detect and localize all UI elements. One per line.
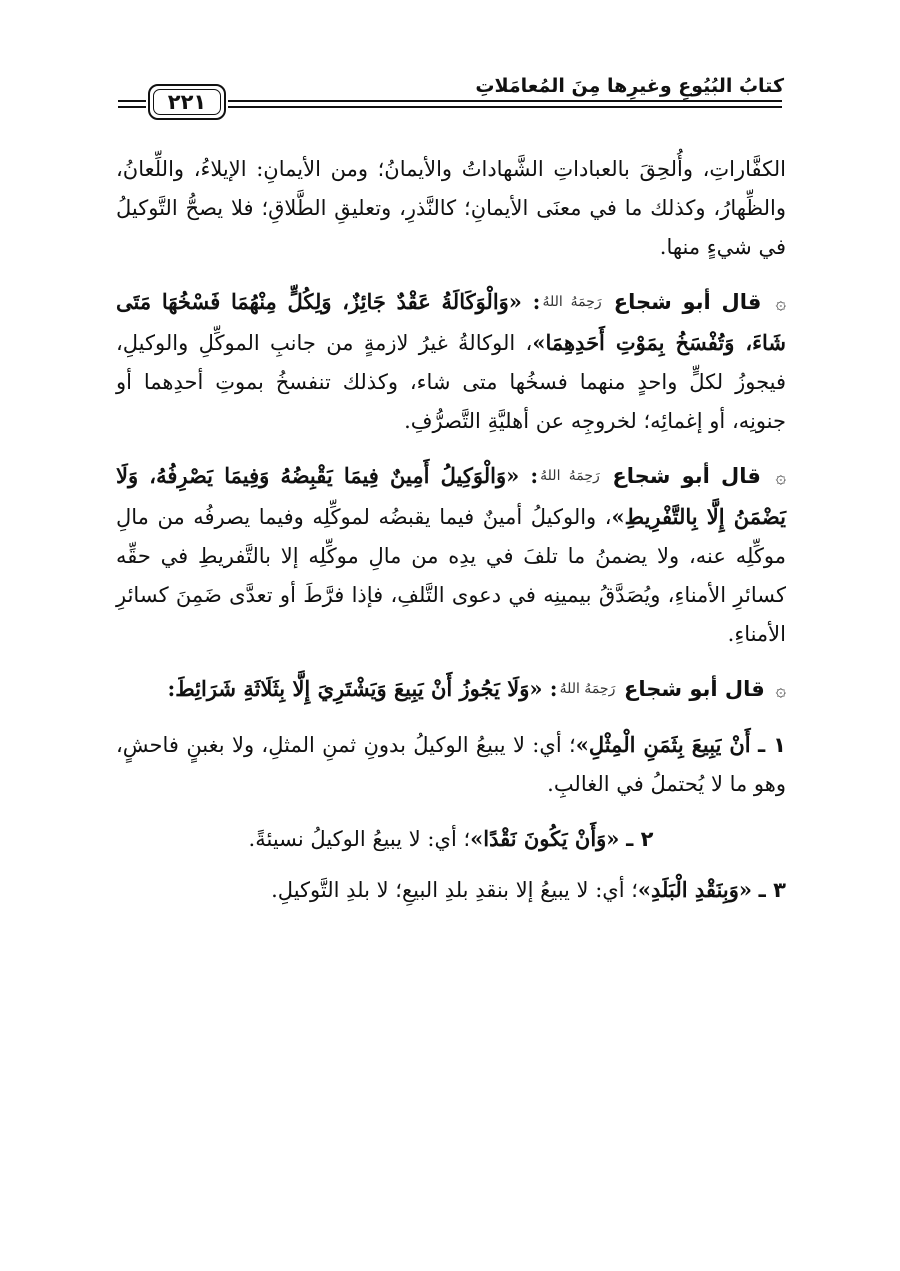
commentary-text: ؛ أي: لا يبيعُ إلا بنقدِ بلدِ البيعِ؛ لا بلدِ التَّوكيلِ. [271,878,638,902]
matn-quote: «وَأَنْ يَكُونَ نَقْدًا» [470,826,620,851]
header-rule-top [228,100,782,102]
page-number-text: ٢٢١ [167,90,207,114]
ornament-icon: ۞ [775,467,786,488]
speaker-name: قال أبو شجاع [613,290,762,314]
honorific: رَحِمَهُ اللهُ [559,681,616,697]
ornament-icon: ۞ [775,680,786,701]
paragraph-4 [116,669,786,710]
paragraph-text: الكفَّاراتِ، وأُلحِقَ بالعباداتِ الشَّهاداتُ والأيمانُ؛ ومن الأيمانِ: الإيلاءُ، واللِّعانُ، والظِّهارُ، وكذلك ما في معنَى الأيمانِ؛ كالنَّذرِ، وتعليقِ الطَّلاقِ؛ فلا يصحُّ التَّوكيلُ في شيءٍ منها. [116,157,786,259]
paragraph-2 [116,282,786,441]
matn-quote: : «وَالْوَكَالَةُ عَقْدٌ جَائِزٌ، وَلِكُلٍّ مِنْهُمَا فَسْخُهَا مَتَى شَاءَ، وَتُفْسَخُ بِمَوْتِ أَحَدِهِمَا» [116,289,786,355]
matn-quote: : «وَالْوَكِيلُ أَمِينٌ فِيمَا يَقْبِضُهُ وَفِيمَا يَصْرِفُهُ، وَلَا يَضْمَنُ إِلَّا بِالتَّفْرِيطِ» [116,463,786,529]
matn-quote: أَنْ يَبِيعَ بِثَمَنِ الْمِثْلِ» [575,732,751,757]
paragraph-1 [116,150,786,267]
condition-2 [116,819,786,859]
header-rule-left-top [118,100,146,102]
condition-number: ٣ ـ [758,878,786,902]
commentary-text: ، والوكيلُ أمينٌ فيما يقبضُه لموكِّلِه وفيما يصرفُه من مالِ موكِّلِه عنه، ولا يضمنُ ما تلفَ في يدِه من مالِ موكِّلِه إلا بالتَّفريطِ في حقِّه كسائرِ الأمناءِ، ويُصَدَّقُ بيمينِه في دعوى التَّلفِ، فإذا فرَّطَ أو تعدَّى ضَمِنَ كسائرِ الأمناءِ. [116,505,786,646]
condition-number: ٢ ـ [626,827,654,851]
page-number [148,84,226,120]
running-title: كتابُ البُيُوعِ وغيرِها مِنَ المُعامَلاتِ [475,75,784,97]
condition-number: ١ ـ [758,733,786,757]
matn-quote: «وَبِنَقْدِ الْبَلَدِ» [637,877,752,902]
page-body [116,150,786,925]
paragraph-3 [116,456,786,654]
condition-1 [116,725,786,804]
honorific: رَحِمَهُ اللهُ [540,468,600,484]
ornament-icon: ۞ [775,293,787,314]
header-rule-bottom [228,106,782,108]
commentary-text: ؛ أي: لا يبيعُ الوكيلُ بدونِ ثمنِ المثلِ، ولا بغبنٍ فاحشٍ، وهو ما لا يُحتملُ في الغالبِ. [116,733,786,796]
condition-3 [116,870,786,910]
commentary-text: ، الوكالةُ غيرُ لازمةٍ من جانبِ الموكِّلِ والوكيلِ، فيجوزُ لكلٍّ واحدٍ منهما فسخُها متى شاء، وكذلك تنفسخُ بموتِ أحدِهما أو جنونِه، أو إغمائِه؛ لخروجِه عن أهليَّةِ التَّصرُّفِ. [116,331,786,433]
speaker-name: قال أبو شجاع [612,464,761,488]
matn-quote: : «وَلَا يَجُوزُ أَنْ يَبِيعَ وَيَشْتَرِيَ إِلَّا بِثَلَاثَةِ شَرَائِطَ: [167,676,558,701]
header-rule-left-bottom [118,106,146,108]
commentary-text: ؛ أي: لا يبيعُ الوكيلُ نسيئةً. [248,827,471,851]
speaker-name: قال أبو شجاع [624,677,765,701]
honorific: رَحِمَهُ اللهُ [542,294,602,310]
